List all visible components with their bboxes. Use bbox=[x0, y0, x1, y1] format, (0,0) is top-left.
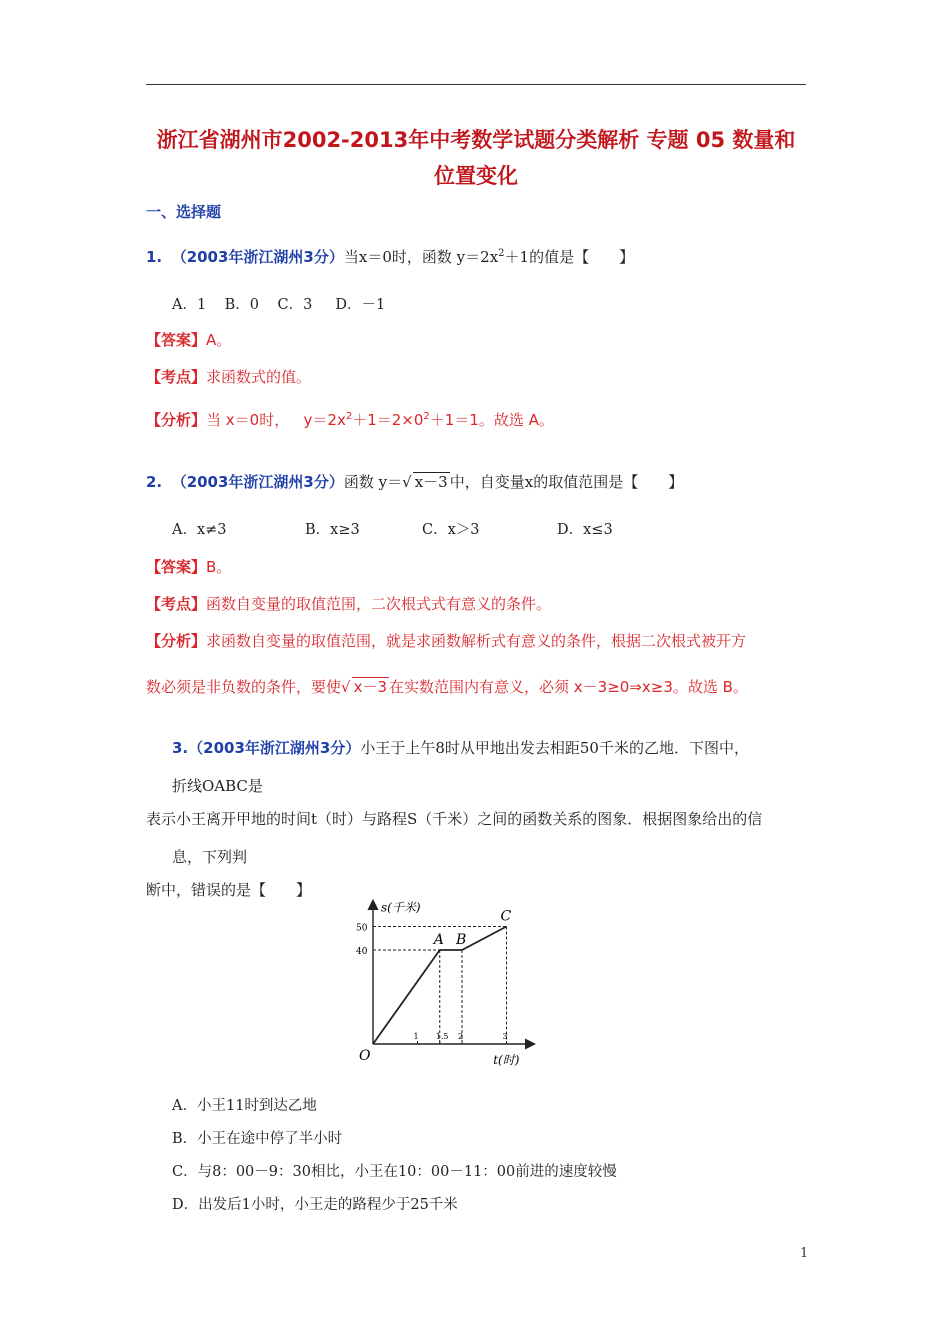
q1-text-b: 的值是【 】 bbox=[529, 248, 635, 266]
q2-analysis-line1: 【分析】求函数自变量的取值范围，就是求函数解析式有意义的条件，根据二次根式被开方 bbox=[146, 632, 747, 650]
q2-answer: 【答案】B。 bbox=[146, 558, 232, 576]
q3-line5: 断中，错误的是【 】 bbox=[146, 881, 312, 899]
x-axis-label: t(时) bbox=[493, 1053, 520, 1067]
q3-line2: 折线OABC是 bbox=[172, 777, 263, 795]
q2-point: 【考点】函数自变量的取值范围，二次根式式有意义的条件。 bbox=[146, 595, 552, 613]
y-tick-label-40: 40 bbox=[356, 947, 368, 957]
x-tick-label-1.5: 1.5 bbox=[435, 1032, 449, 1041]
q1-option-b: B．0 bbox=[224, 297, 260, 313]
q3-line3: 表示小王离开甲地的时间t（时）与路程S（千米）之间的函数关系的图象．根据图象给出的信 bbox=[146, 810, 763, 828]
x-tick-label-2: 2 bbox=[458, 1032, 464, 1041]
origin-label: O bbox=[359, 1048, 371, 1064]
x-tick-label-3: 3 bbox=[502, 1032, 508, 1041]
q1-analysis: 【分析】当 x＝0时， $y=2x^2+1=2\times 0^2+1=1$。故选 A。 bbox=[146, 411, 554, 429]
doc-title-line2: 位置变化 bbox=[434, 164, 518, 188]
q1-source: （2003年浙江湖州3分） bbox=[171, 248, 344, 266]
y-tick-label-50: 50 bbox=[356, 923, 368, 934]
section-heading: 一、选择题 bbox=[146, 203, 222, 221]
q1-option-d: D．－1 bbox=[335, 297, 386, 313]
question-1 bbox=[146, 246, 634, 267]
question-2 bbox=[146, 471, 683, 492]
q2-number: 2. bbox=[146, 473, 163, 491]
q2-text-a: 函数 bbox=[343, 473, 374, 491]
q2-analysis-line2: 数必须是非负数的条件，要使√ x－3 在实数范围内有意义，必须 x－3≥0⇒x≥3。故选 B。 bbox=[146, 678, 748, 696]
q2-source: （2003年浙江湖州3分） bbox=[171, 473, 344, 491]
q1-text-a: 当x＝0时，函数 bbox=[343, 248, 452, 266]
x-tick-label-1: 1 bbox=[413, 1032, 419, 1041]
q3-option-c: C．与8：00－9：30相比，小王在10：00－11：00前进的速度较慢 bbox=[172, 1164, 617, 1180]
q2-option-c: C．x＞3 bbox=[422, 522, 480, 538]
q3-option-b: B．小王在途中停了半小时 bbox=[172, 1131, 343, 1147]
q2-text-b: 中，自变量x的取值范围是【 】 bbox=[449, 473, 684, 491]
q1-formula: $y=2x^2+1$ bbox=[456, 248, 530, 266]
q1-options bbox=[172, 293, 385, 314]
q1-point: 【考点】求函数式的值。 bbox=[146, 368, 312, 386]
q2-option-b: B．x≥3 bbox=[305, 522, 360, 538]
q1-answer: 【答案】A。 bbox=[146, 331, 232, 349]
q3-option-d: D．出发后1小时，小王走的路程少于25千米 bbox=[172, 1197, 458, 1213]
q3-line4: 息，下列判 bbox=[172, 848, 248, 866]
header-rule bbox=[146, 84, 806, 85]
q3-source: （2003年浙江湖州3分） bbox=[188, 739, 361, 757]
question-3 bbox=[172, 737, 749, 758]
point-label-a: A bbox=[433, 932, 444, 948]
q1-option-a: A．1 bbox=[172, 297, 207, 313]
doc-title-line1: 浙江省湖州市2002-2013年中考数学试题分类解析 专题 05 数量和 bbox=[156, 128, 796, 152]
q3-number: 3. bbox=[172, 739, 189, 757]
distance-time-chart bbox=[340, 900, 580, 1080]
q2-formula: y＝√ x－3 bbox=[378, 473, 448, 491]
point-label-b: B bbox=[456, 932, 467, 948]
page-number: 1 bbox=[800, 1246, 809, 1261]
q2-option-a: A．x≠3 bbox=[172, 522, 227, 538]
q1-number: 1. bbox=[146, 248, 163, 266]
q3-option-a: A．小王11时到达乙地 bbox=[172, 1098, 317, 1114]
q1-option-c: C．3 bbox=[277, 297, 313, 313]
point-label-c: C bbox=[500, 908, 512, 925]
y-axis-label: s(千米) bbox=[381, 900, 421, 915]
q2-option-d: D．x≤3 bbox=[557, 522, 613, 538]
q3-line1: 小王于上午8时从甲地出发去相距50千米的乙地．下图中， bbox=[360, 739, 749, 757]
